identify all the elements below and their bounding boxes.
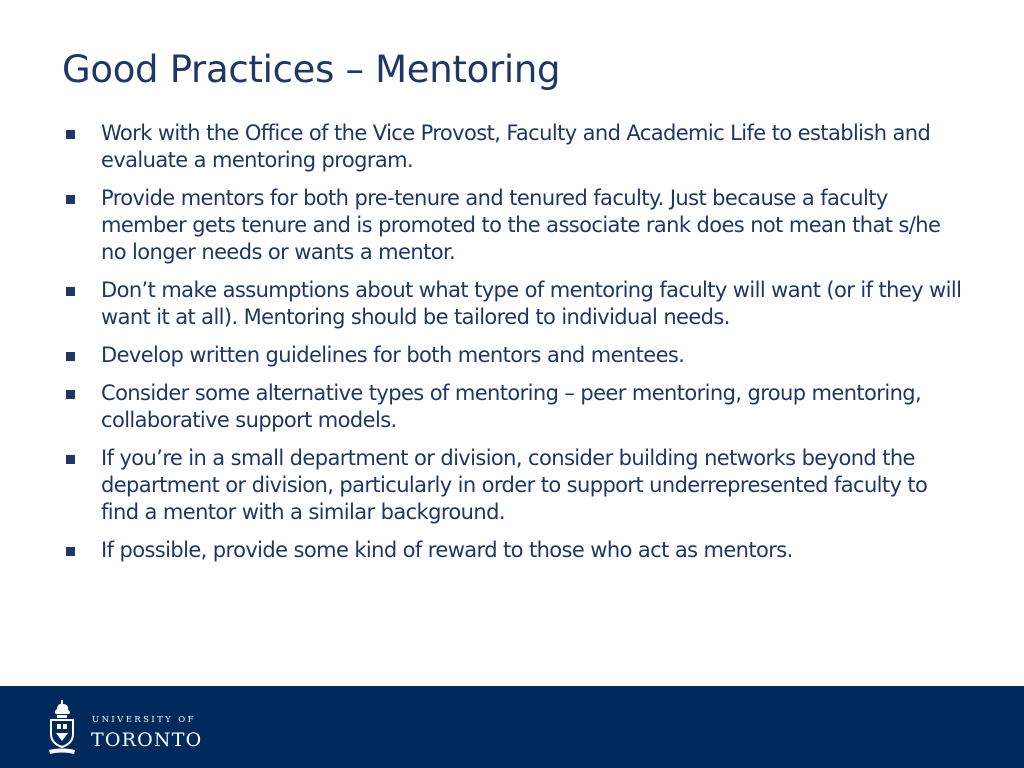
square-bullet-icon — [66, 130, 75, 139]
square-bullet-icon — [66, 455, 75, 464]
square-bullet-icon — [66, 352, 75, 361]
bullet-item — [66, 342, 966, 369]
bullet-item — [66, 277, 966, 331]
square-bullet-icon — [66, 287, 75, 296]
bullet-item — [66, 120, 966, 174]
bullet-item — [66, 380, 966, 434]
bullet-item — [66, 445, 966, 526]
bullet-list — [66, 120, 966, 575]
slide-title: Good Practices – Mentoring — [62, 48, 561, 91]
bullet-text: If you’re in a small department or division, consider building networks beyond the department or division, particularly in order to support underrepresented faculty to find a mentor with a similar background. — [101, 446, 928, 524]
bullet-item — [66, 537, 966, 564]
university-logo — [48, 700, 208, 758]
bullet-text: Provide mentors for both pre-tenure and tenured faculty. Just because a faculty member gets tenure and is promoted to the associate rank does not mean that s/he no longer needs or wants a mentor. — [101, 186, 941, 264]
bullet-text: Develop written guidelines for both mentors and mentees. — [101, 343, 685, 367]
bullet-text: Work with the Office of the Vice Provost, Faculty and Academic Life to establish and evaluate a mentoring program. — [101, 121, 931, 172]
bullet-item — [66, 185, 966, 266]
bullet-text: If possible, provide some kind of reward to those who act as mentors. — [101, 538, 793, 562]
bullet-text: Consider some alternative types of mentoring – peer mentoring, group mentoring, collaborative support models. — [101, 381, 922, 432]
university-crest-icon — [48, 700, 76, 756]
bullet-text: Don’t make assumptions about what type of mentoring faculty will want (or if they will want it at all). Mentoring should be tailored to individual needs. — [101, 278, 962, 329]
logo-university-of: UNIVERSITY OF — [92, 715, 196, 725]
square-bullet-icon — [66, 195, 75, 204]
logo-toronto: TORONTO — [91, 729, 203, 751]
square-bullet-icon — [66, 547, 75, 556]
square-bullet-icon — [66, 390, 75, 399]
